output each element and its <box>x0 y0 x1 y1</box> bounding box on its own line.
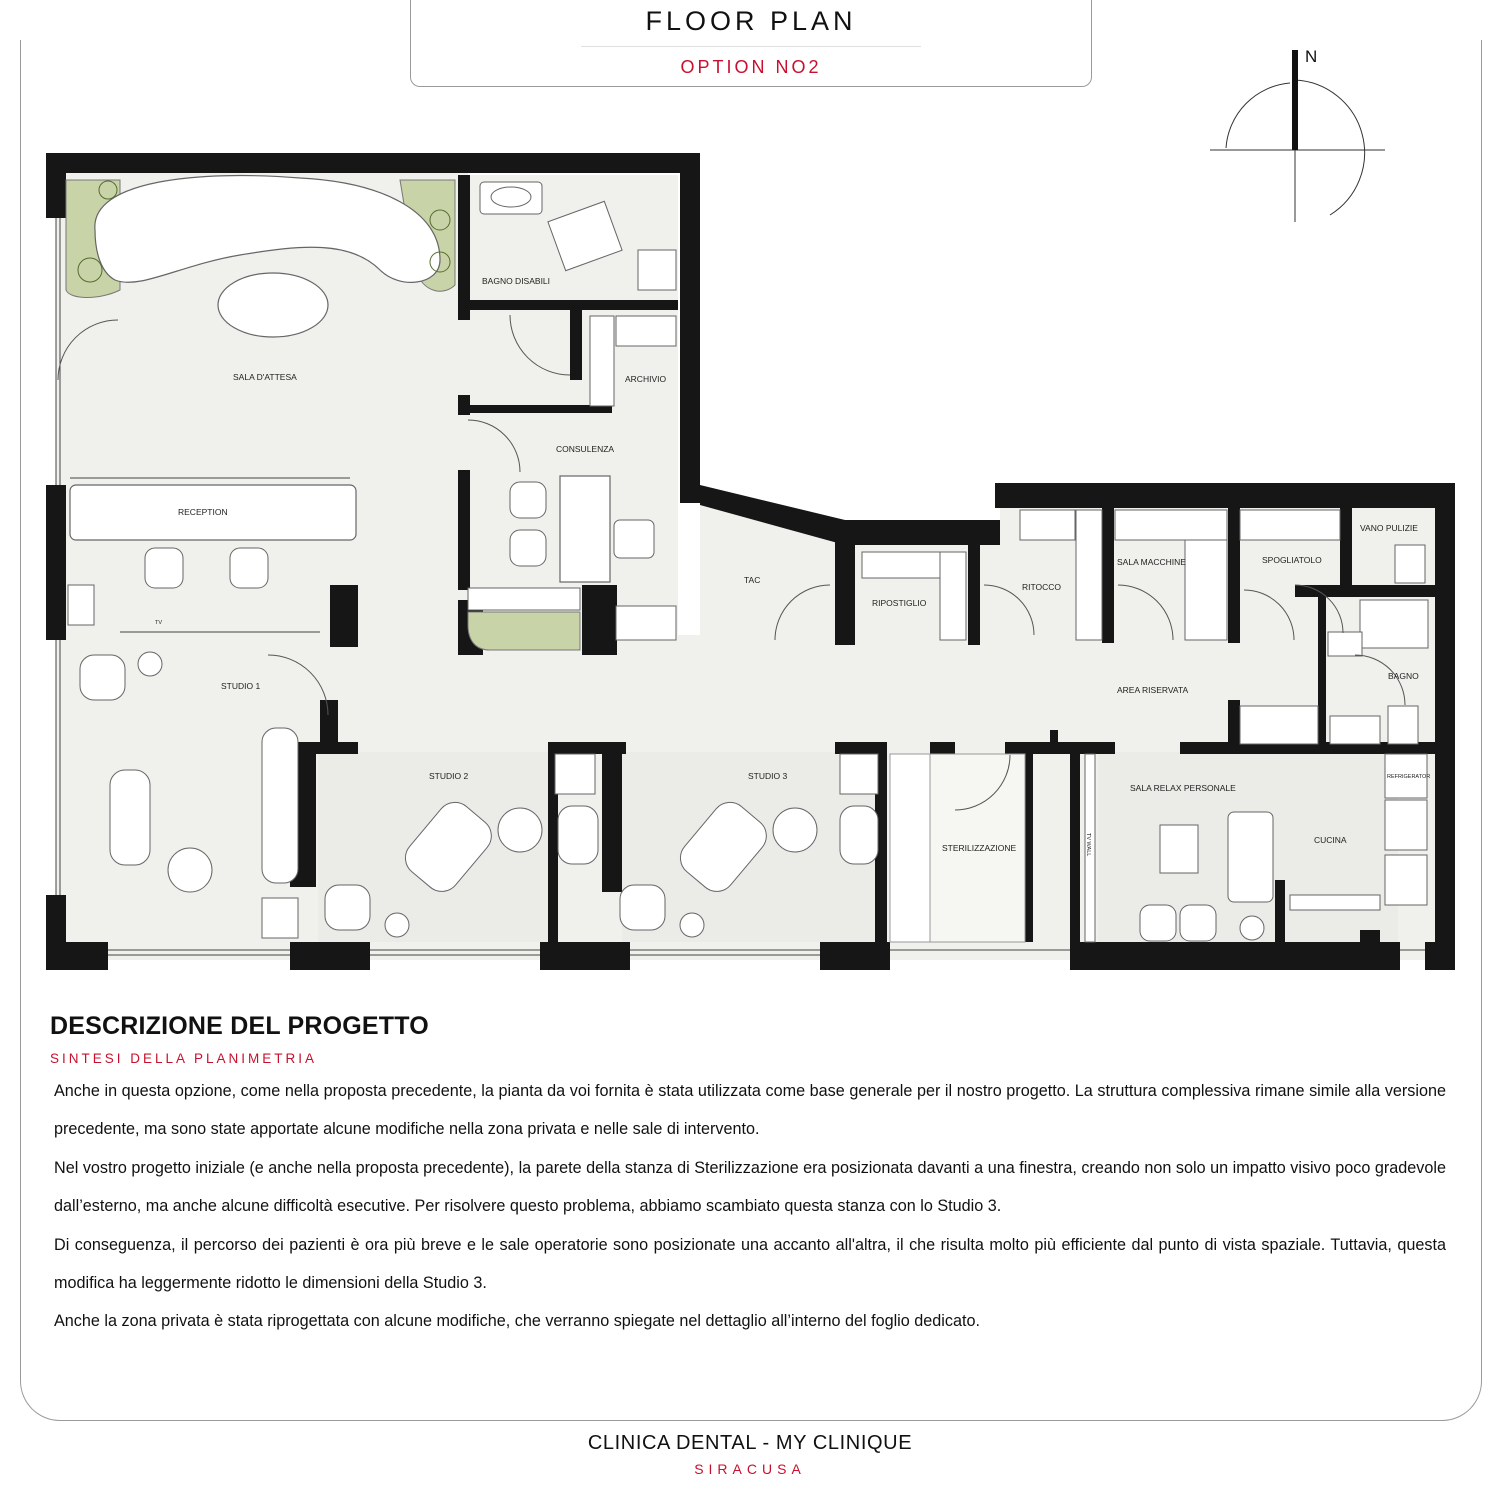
description-title: DESCRIZIONE DEL PROGETTO <box>50 1012 429 1040</box>
planter <box>468 612 580 650</box>
dental-chair-1 <box>110 770 150 865</box>
label-consulenza: CONSULENZA <box>556 444 615 454</box>
label-tv: TV <box>155 620 163 626</box>
option-subtitle: OPTION NO2 <box>680 57 822 77</box>
description-paragraph: Anche in questa opzione, come nella proposta precedente, la pianta da voi fornita è stata utilizzata come base generale per il nostro progetto. La struttura complessiva rimane simile alla versione precedente, ma sono state apportate alcune modifiche nella zona privata e nelle sale di intervento. <box>54 1082 1446 1139</box>
label-ritocco: RITOCCO <box>1022 582 1062 592</box>
description-paragraph: Anche la zona privata è stata riprogettata con alcune modifiche, che verranno spiegate nel dettaglio all’interno del foglio dedicato. <box>54 1312 980 1331</box>
description-subtitle: SINTESI DELLA PLANIMETRIA <box>50 1051 318 1066</box>
label-studio2: STUDIO 2 <box>429 771 469 781</box>
label-sterilizzazione: STERILIZZAZIONE <box>942 843 1017 853</box>
label-tv-wall: TV WALL <box>1085 833 1091 857</box>
label-studio3: STUDIO 3 <box>748 771 788 781</box>
label-bagno-disabili: BAGNO DISABILI <box>482 276 551 286</box>
description-body <box>50 1072 1446 1341</box>
footer-city: SIRACUSA <box>694 1461 806 1477</box>
project-description <box>50 1012 1446 1341</box>
north-label: N <box>1305 47 1318 66</box>
label-sala-relax: SALA RELAX PERSONALE <box>1130 783 1236 793</box>
footer-title: CLINICA DENTAL - MY CLINIQUE <box>587 1432 913 1454</box>
label-area-riservata: AREA RISERVATA <box>1117 685 1189 695</box>
label-reception: RECEPTION <box>178 507 228 517</box>
label-bagno: BAGNO <box>1388 671 1419 681</box>
label-refrigerator: REFRIGERATOR <box>1387 774 1431 780</box>
label-ripostiglio: RIPOSTIGLIO <box>872 598 927 608</box>
description-paragraph: Nel vostro progetto iniziale (e anche nella proposta precedente), la parete della stanza di Sterilizzazione era posizionata davanti a una finestra, creando non solo un impatto visivo poco gradevole dall’esterno, ma anche alcune difficoltà esecutive. Per risolvere questo problema, abbiamo scambiato questa stanza con lo Studio 3. <box>54 1158 1446 1216</box>
description-paragraph: Di conseguenza, il percorso dei pazienti è ora più breve e le sale operatorie sono posizionate una accanto all'altra, il che risulta molto più efficiente dal punto di vista spaziale. Tuttavia, questa modifica ha leggermente ridotto le dimensioni della Studio 3. <box>54 1235 1446 1293</box>
label-archivio: ARCHIVIO <box>625 374 667 384</box>
north-arrow-icon <box>1292 50 1298 150</box>
coffee-table <box>218 273 328 337</box>
label-vano-pulizie: VANO PULIZIE <box>1360 523 1418 533</box>
label-studio1: STUDIO 1 <box>221 681 261 691</box>
label-tac: TAC <box>744 575 761 585</box>
compass-rose <box>1210 47 1385 222</box>
label-sala-macchine: SALA MACCHINE <box>1117 557 1186 567</box>
page-title: FLOOR PLAN <box>645 6 857 36</box>
label-sala-attesa: SALA D'ATTESA <box>233 372 297 382</box>
label-cucina: CUCINA <box>1314 835 1347 845</box>
label-spogliatoio: SPOGLIATOLO <box>1262 555 1322 565</box>
